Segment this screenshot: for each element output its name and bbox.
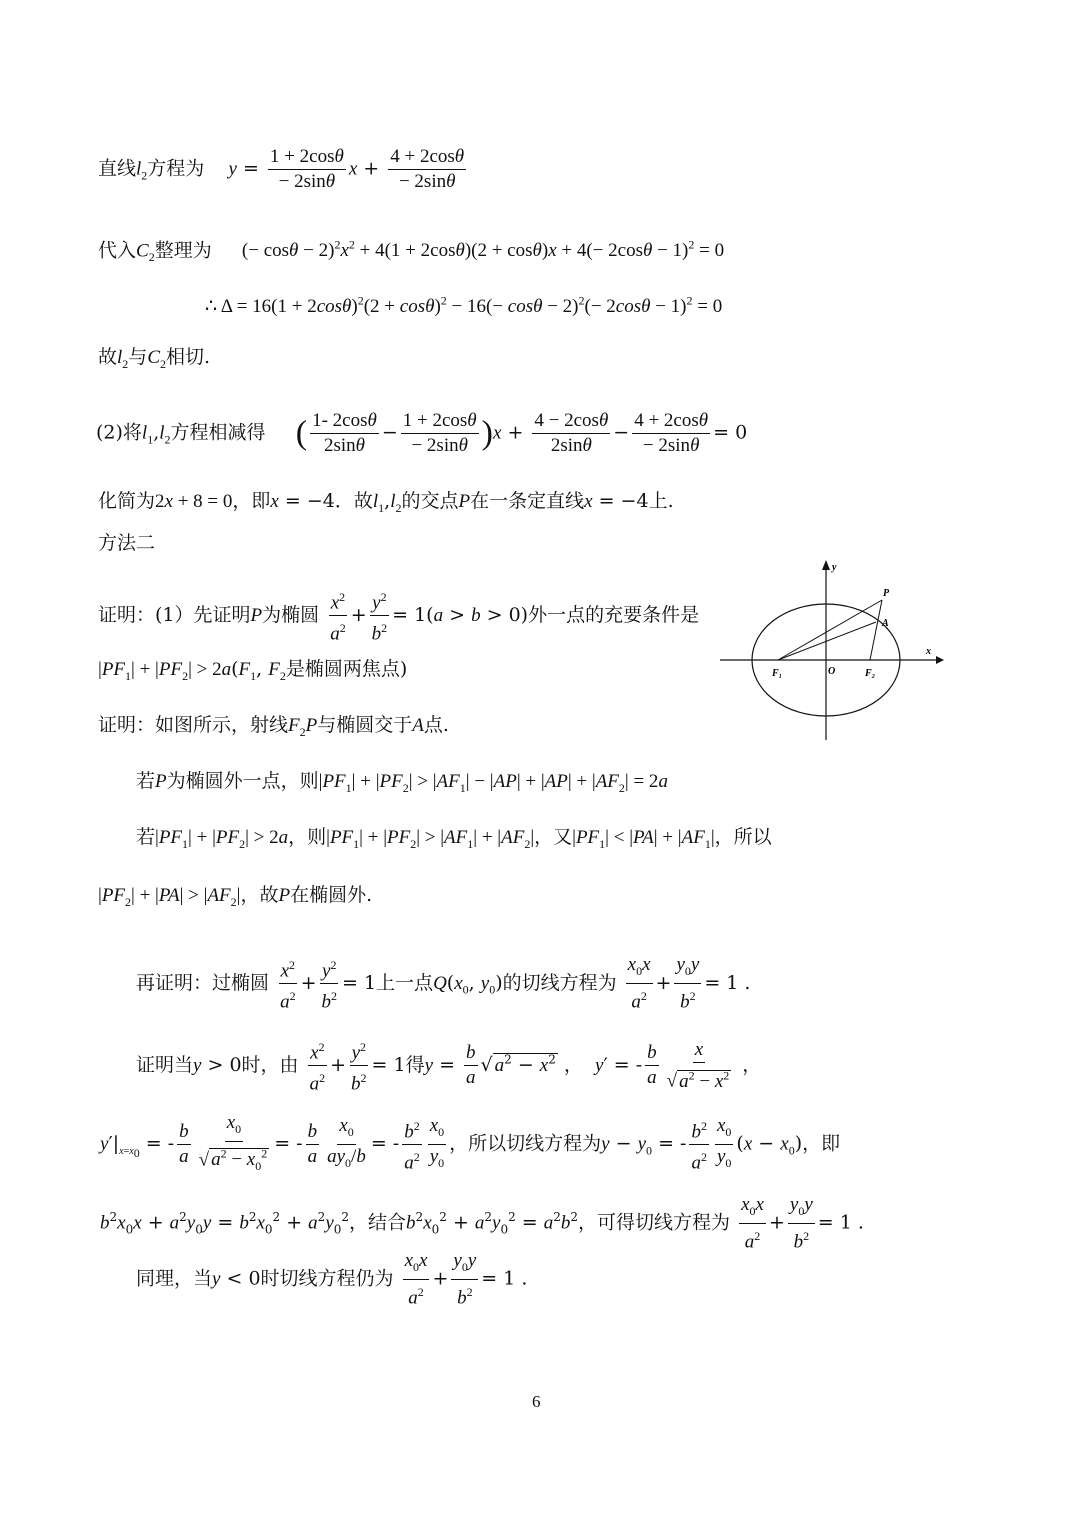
line-slope-at-point: $y'|_{x=x_0}$ = - $\frac{b}{a}$ $\frac{x_0}{√ a^2 - x_0^2}$ = - $\frac{b}{a}$ $\frac{x_0}{ay_0/b}$ = - $\frac{b^2}{a^2}$ $\frac{x_0}{y_0}$ ，所以切线方程为$y - y_0$ = - $\frac{b^2}{a^2}$ $\frac{x_0}{y_0}$ $(x - x_0)$，即 xyxy=(100,1112,841,1174)
label-o: O xyxy=(828,666,836,677)
line-outside-implies: 若P为椭圆外一点，则$|PF_1| + |PF_2| > |AF_1| - |AP| + |AP| + |AF_2| = 2a$ xyxy=(136,770,668,795)
label-y: y xyxy=(832,562,837,573)
segment-f2-p xyxy=(870,600,882,660)
ellipse-diagram xyxy=(720,558,950,748)
line-condition: $|PF_1| + |PF_2| > 2a(F_1$, $F_2$是椭圆两焦点) xyxy=(98,658,408,683)
line-l2-equation: 直线$l_2$方程为 y = $\frac{1 + 2\cos\theta}{- 2\sin\theta}$ x + $\frac{4 + 2\cos\theta}{- 2\sin\theta}$ xyxy=(98,146,465,192)
line-substitute: 代入$C_2$整理为 (− $\cos\theta - 2)^2x^2 + 4(1 + 2\cos\theta)(2 + \cos\theta)x + 4(- 2\cos\theta - 1)^2 = 0$ xyxy=(98,238,725,265)
label-a: A xyxy=(882,618,889,629)
line-derivative: 证明当y > 0时，由 $\frac{x^2}{a^2}$ + $\frac{y^2}{b^2}$ = 1得y = $\frac{b}{a}$ √ $a^2 - x^2$ ， y′ = - $\frac{b}{a}$ $\frac{x}{√ a^2 - x^2}$ ， xyxy=(136,1036,761,1096)
line-tangent-claim: 再证明：过椭圆 $\frac{x^2}{a^2}$ + $\frac{y^2}{b^2}$ = 1上一点$Q(x_0$, $y_0$)的切线方程为 $\frac{x_0x}{a^2}$ + $\frac{y_0y}{b^2}$ = 1 . xyxy=(136,954,751,1013)
line-tangent-conclusion: 故$l_2$与$C_2$相切. xyxy=(98,346,211,371)
line-converse: 若$|PF_1| + |PF_2| > 2a$，则$|PF_1| + |PF_2| > |AF_1| + |AF_2|$，又$|PF_1| < |PA| + |AF_1|$，所以 xyxy=(136,826,772,851)
segment-f1-a xyxy=(778,622,876,660)
page-number: 6 xyxy=(532,1392,541,1411)
label-p: P xyxy=(883,588,890,599)
line-proof-intro: 证明：(1）先证明P为椭圆 $\frac{x^2}{a^2}$ + $\frac{y^2}{b^2}$ = 1(a > b > 0)外一点的充要条件是 xyxy=(98,586,699,646)
line-subtract: (2)将$l_1,l_2$方程相减得 ( $\frac{1- 2\cos\theta}{2\sin\theta}$ − $\frac{1 + 2\cos\theta}{- 2\sin\theta}$ )x + $\frac{4 - 2\cos\theta}{2\sin\theta}$ − $\frac{4 + 2\cos\theta}{- 2\sin\theta}$ = 0 xyxy=(96,410,748,456)
x-axis-arrow xyxy=(936,656,944,664)
line-conclusion-outside: $|PF_2| + |PA| > |AF_2|$，故P在椭圆外. xyxy=(98,884,373,909)
line-discriminant: ∴ $\Delta = 16(1 + 2\cos\theta)^2(2 + \cos\theta)^2 - 16(- \cos\theta - 2)^2(- 2\cos\theta - 1)^2 = 0$ xyxy=(205,294,723,318)
section-method-two: 方法二 xyxy=(98,532,156,554)
line-simplify: 化简为2x + 8 = 0，即x = −4．故$l_1,l_2$的交点P在一条定直线x = −4上. xyxy=(98,490,674,515)
label-x: x xyxy=(926,646,931,657)
label-f2: F₂ xyxy=(865,668,876,679)
line-combine: $b^2x_0x + a^2y_0y = b^2x_0^2 + a^2y_0^2$，结合$b^2x_0^2 + a^2y_0^2 = a^2b^2$，可得切线方程为 $\frac{x_0x}{a^2}$ + $\frac{y_0y}{b^2}$ = 1 . xyxy=(100,1194,864,1253)
y-axis-arrow xyxy=(822,560,830,570)
label-f1: F₁ xyxy=(772,668,783,679)
line-ray: 证明：如图所示，射线$F_2P$与椭圆交于A点. xyxy=(98,714,449,739)
line-similarly: 同理，当y < 0时切线方程仍为 $\frac{x_0x}{a^2}$ + $\frac{y_0y}{b^2}$ = 1 . xyxy=(136,1250,528,1309)
